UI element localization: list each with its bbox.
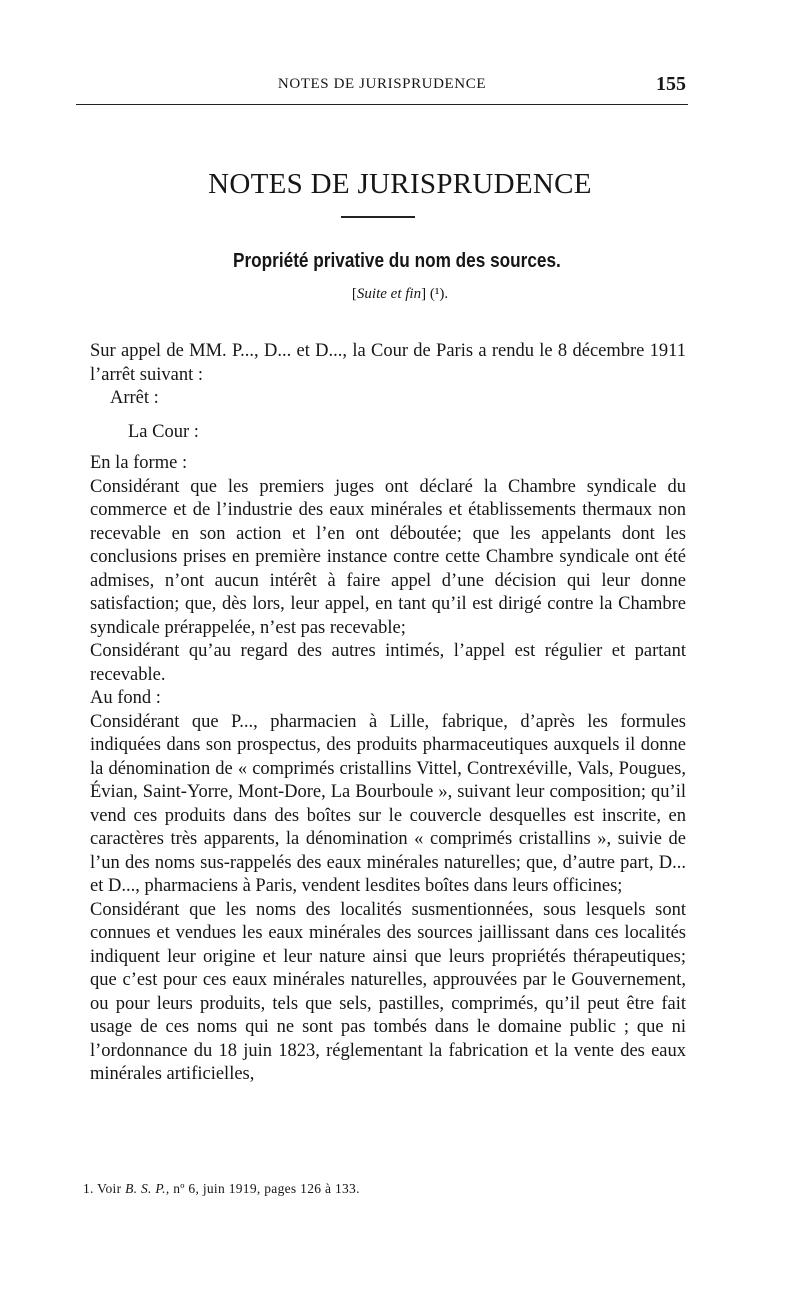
paragraph-au-fond: Au fond :: [90, 688, 161, 708]
article-subtitle: Propriété privative du nom des sources.: [232, 250, 561, 272]
subtitle-note-italic: Suite et fin: [356, 286, 422, 302]
page-number: 155: [656, 73, 686, 95]
paragraph-intro: Sur appel de MM. P..., D... et D..., la Cour de Paris a rendu le 8 décembre 1911 l’arrêt suivant :: [90, 341, 686, 385]
footnote-reference: (¹).: [429, 286, 449, 302]
paragraph-considerant-3: Considérant que P..., pharmacien à Lille, fabrique, d’après les formules indiquées dans son prospectus, des produits pharmaceutiques auxquels il donne la dénomination de « comprimés cristallins Vittel, Contrexéville, Vals, Pougues, Évian, Saint-Yorre, Mont-Dore, La Bourboule », suivant leur composition; qu’il vend ces produits dans des boîtes sur le couvercle desquelles est inscrite, en caractères très apparents, la dénomination « comprimés cristallins », suivie de l’un des noms sus-rappelés des eaux minérales naturelles; que, d’autre part, D... et D..., pharmaciens à Paris, vendent lesdites boîtes dans leurs officines;: [90, 711, 686, 896]
footnote-number: 1.: [83, 1181, 94, 1196]
running-header: [78, 73, 686, 97]
footnote-pre: Voir: [97, 1181, 122, 1196]
footnote-post: , nº 6, juin 1919, pages 126 à 133.: [165, 1181, 360, 1196]
running-title: NOTES DE JURISPRUDENCE: [277, 76, 487, 92]
paragraph-considerant-1: Considérant que les premiers juges ont déclaré la Chambre syndicale du commerce et de l’industrie des eaux minérales et établissements thermaux non recevable en son action et l’en ont déboutée; que les appelants dont les conclusions prises en première instance contre cette Chambre syndicale ont été admises, n’ont aucun intérêt à faire appel d’une décision qui leur donne satisfaction; que, dès lors, leur appel, en tant qu’il est dirigé contre la Chambre syndicale prérappelée, n’est pas recevable;: [90, 476, 686, 638]
subtitle-note: [Suite et fin] (¹).: [351, 286, 449, 302]
title-rule: [341, 216, 415, 218]
paragraph-considerant-2: Considérant qu’au regard des autres intimés, l’appel est régulier et partant recevable.: [90, 641, 686, 685]
footnote-italic: B. S. P.: [125, 1181, 166, 1196]
body-text: [90, 340, 686, 1087]
paragraph-en-la-forme: En la forme :: [90, 453, 188, 473]
paragraph-arret: Arrêt :: [110, 388, 159, 408]
header-rule: [76, 104, 688, 105]
footnote: [83, 1181, 360, 1197]
paragraph-la-cour: La Cour :: [128, 421, 199, 442]
section-title: NOTES DE JURISPRUDENCE: [208, 168, 592, 200]
paragraph-considerant-4: Considérant que les noms des localités susmentionnées, sous lesquels sont connues et vendues les eaux minérales des sources jaillissant dans ces localités indiquent leur origine et leur nature ainsi que leurs propriétés thérapeutiques; que c’est pour ces eaux minérales naturelles, approuvées par le Gouvernement, ou pour leurs produits, tels que sels, pastilles, comprimés, qu’il peut être fait usage de ces noms qui ne sont pas tombés dans le domaine public ; que ni l’ordonnance du 18 juin 1823, réglementant la fabrication et la vente des eaux minérales artificielles,: [90, 899, 686, 1084]
